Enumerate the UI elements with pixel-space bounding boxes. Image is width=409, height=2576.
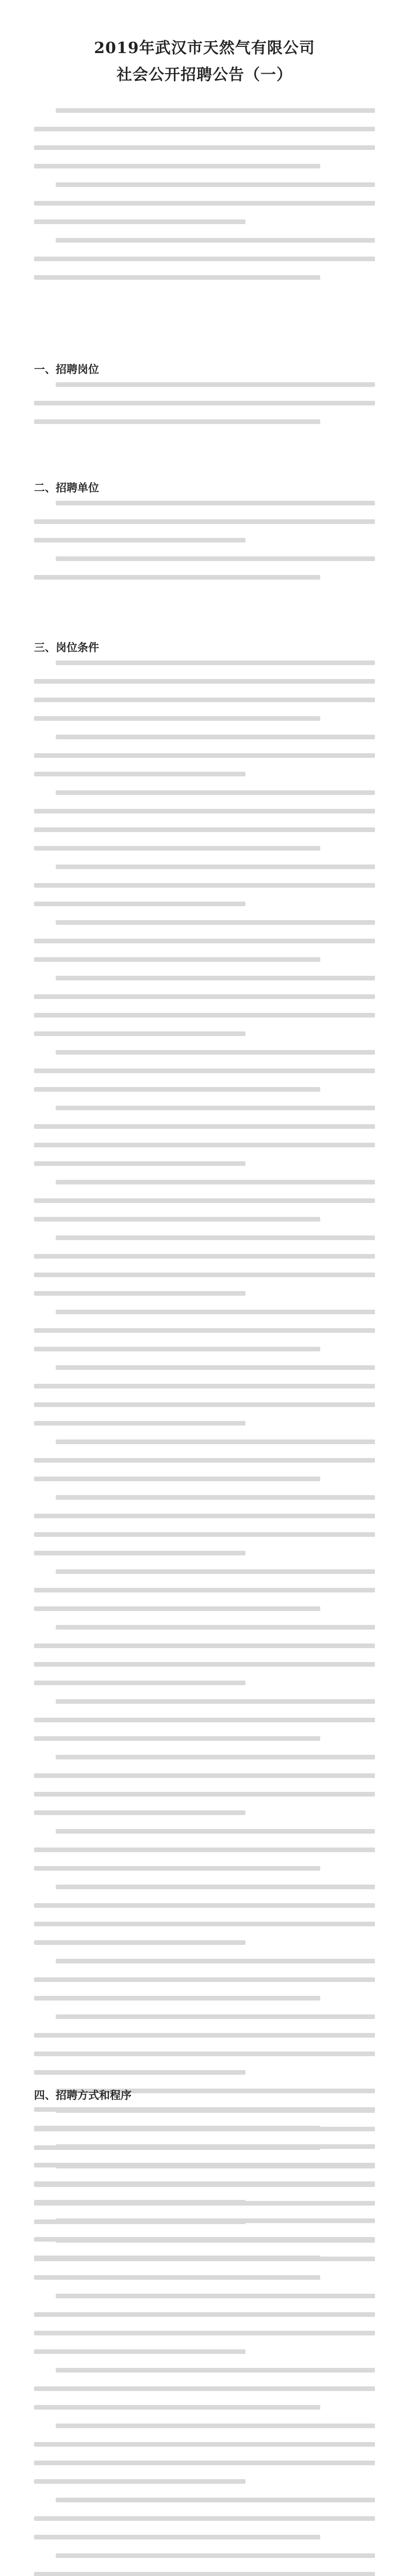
intro-paragraph xyxy=(34,108,375,280)
text-line xyxy=(56,1050,375,1055)
text-line xyxy=(34,1903,375,1908)
section-3 xyxy=(34,639,375,2274)
text-line xyxy=(34,1551,246,1555)
text-line xyxy=(34,1402,375,1407)
text-line xyxy=(34,2461,375,2465)
text-line xyxy=(34,2312,375,2317)
section-heading: 二、招聘单位 xyxy=(34,481,99,494)
text-line xyxy=(56,1755,375,1759)
text-line xyxy=(34,1217,320,1222)
text-line xyxy=(34,2516,375,2521)
text-line xyxy=(34,164,320,168)
text-line xyxy=(34,1421,246,1426)
text-line xyxy=(34,1514,375,1518)
text-line xyxy=(56,2553,375,2558)
text-line xyxy=(34,1198,375,1203)
section-heading: 三、岗位条件 xyxy=(34,641,99,654)
text-line xyxy=(34,1458,375,1463)
text-line xyxy=(34,201,375,206)
text-line xyxy=(56,865,375,869)
text-line xyxy=(34,846,320,851)
text-line xyxy=(34,2201,375,2206)
text-line xyxy=(56,1180,375,1184)
text-line xyxy=(34,2070,246,2075)
text-line xyxy=(34,753,375,758)
text-line xyxy=(56,1885,375,1889)
text-line xyxy=(34,2479,246,2484)
text-line xyxy=(34,2275,320,2280)
text-line xyxy=(34,1069,375,1073)
text-line xyxy=(34,1977,375,1982)
document-title: 2019年武汉市天然气有限公司 xyxy=(94,39,315,57)
text-line xyxy=(34,401,375,405)
text-line xyxy=(56,735,375,739)
section-1 xyxy=(34,361,375,438)
text-line xyxy=(34,1643,375,1648)
text-line xyxy=(56,2238,375,2243)
text-line xyxy=(34,1124,375,1129)
text-line xyxy=(56,1310,375,1314)
text-line xyxy=(56,1625,375,1630)
text-line xyxy=(34,2535,320,2539)
text-line xyxy=(34,698,375,702)
text-line xyxy=(34,145,375,150)
text-line xyxy=(34,1996,320,2001)
text-line xyxy=(34,1347,320,1351)
text-line xyxy=(34,902,246,906)
document-subtitle: 社会公开招聘公告（一） xyxy=(117,66,292,84)
text-line xyxy=(56,2164,375,2168)
text-line xyxy=(34,1328,375,1333)
text-line xyxy=(34,1662,375,1667)
text-line xyxy=(34,2405,320,2410)
text-line xyxy=(34,1736,320,1741)
text-line xyxy=(56,2014,375,2019)
text-line xyxy=(34,1291,246,1296)
text-line xyxy=(34,1254,375,1259)
text-line xyxy=(34,538,246,543)
section-4 xyxy=(34,2087,375,2576)
text-line xyxy=(34,1013,375,1018)
text-line xyxy=(34,1810,246,1815)
text-line xyxy=(56,976,375,980)
text-line xyxy=(34,257,375,261)
text-line xyxy=(34,1532,375,1537)
section-heading: 四、招聘方式和程序 xyxy=(34,2089,132,2102)
text-line xyxy=(34,939,375,943)
text-line xyxy=(56,1699,375,1704)
text-line xyxy=(34,2127,375,2131)
text-line xyxy=(34,1477,320,1481)
text-line xyxy=(34,2331,375,2335)
text-line xyxy=(34,1161,246,1166)
text-line xyxy=(34,827,375,832)
text-line xyxy=(34,1866,320,1871)
text-line xyxy=(56,556,375,561)
text-line xyxy=(56,2498,375,2502)
text-line xyxy=(56,1495,375,1500)
text-line xyxy=(34,883,375,888)
text-line xyxy=(56,1106,375,1110)
text-line xyxy=(34,2349,246,2354)
text-line xyxy=(34,1588,375,1592)
text-line xyxy=(34,1606,320,1611)
text-line xyxy=(34,2145,320,2150)
text-line xyxy=(34,1087,320,1092)
text-line xyxy=(34,575,320,580)
text-line xyxy=(34,2219,246,2224)
section-2 xyxy=(34,479,375,594)
text-line xyxy=(34,1773,375,1778)
text-line xyxy=(34,1940,246,1945)
text-line xyxy=(34,994,375,999)
text-line xyxy=(56,501,375,505)
text-line xyxy=(56,1829,375,1834)
text-line xyxy=(56,1235,375,1240)
text-line xyxy=(34,419,320,424)
text-line xyxy=(56,1959,375,1963)
text-line xyxy=(34,809,375,814)
text-line xyxy=(34,1031,246,1036)
text-line xyxy=(56,182,375,187)
text-line xyxy=(34,1273,375,1277)
text-line xyxy=(34,219,246,224)
text-line xyxy=(34,2572,375,2576)
text-line xyxy=(34,2052,375,2056)
text-line xyxy=(56,2108,375,2113)
text-line xyxy=(34,127,375,131)
text-line xyxy=(34,1848,375,1852)
text-line xyxy=(34,2033,375,2038)
text-line xyxy=(56,382,375,387)
text-line xyxy=(56,1439,375,1444)
text-line xyxy=(34,1718,375,1722)
text-line xyxy=(56,108,375,113)
text-line xyxy=(34,2182,375,2187)
text-line xyxy=(56,238,375,243)
text-line xyxy=(34,1681,246,1685)
text-line xyxy=(34,275,320,280)
text-line xyxy=(34,2386,375,2391)
text-line xyxy=(34,519,375,524)
text-line xyxy=(56,1365,375,1370)
text-line xyxy=(56,2424,375,2428)
text-line xyxy=(56,1569,375,1574)
text-line xyxy=(56,920,375,925)
text-line xyxy=(34,957,320,962)
text-line xyxy=(34,1792,375,1797)
text-line xyxy=(56,2368,375,2372)
text-line xyxy=(34,2257,375,2261)
text-line xyxy=(34,716,320,721)
section-heading: 一、招聘岗位 xyxy=(34,363,99,376)
text-line xyxy=(56,660,375,665)
text-line xyxy=(34,1143,375,1147)
text-line xyxy=(56,2294,375,2298)
text-line xyxy=(34,679,375,684)
text-line xyxy=(34,2442,375,2447)
text-line xyxy=(56,790,375,795)
text-line xyxy=(34,1384,375,1388)
text-line xyxy=(34,1922,375,1926)
text-line xyxy=(34,772,246,776)
